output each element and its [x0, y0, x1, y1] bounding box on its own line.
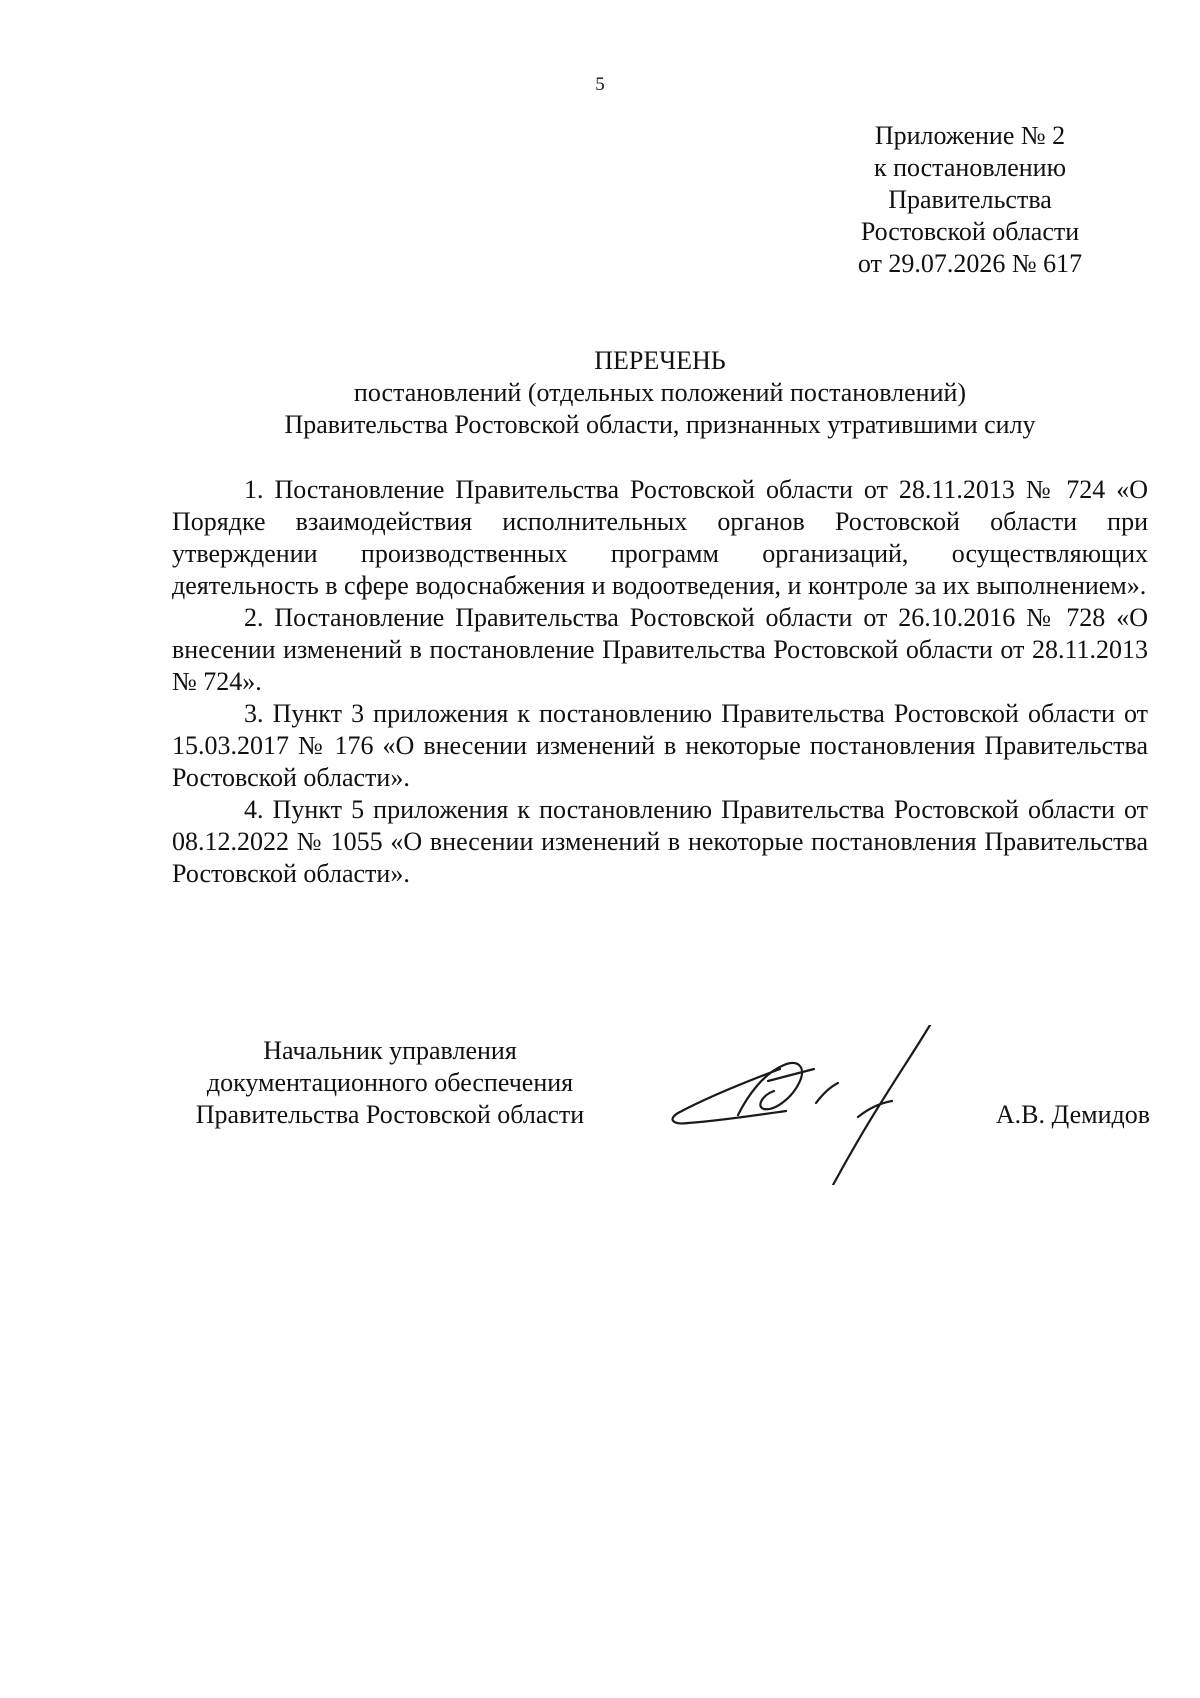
signer-name: А.В. Демидов [995, 1100, 1150, 1129]
appendix-line: Правительства [888, 185, 1052, 214]
appendix-line: от 29.07.2026 № 617 [857, 249, 1083, 278]
list-item: 4. Пункт 5 приложения к постановлению Правительства Ростовской области от 08.12.2022 № 1055 «О внесении изменений в некоторые постановления Правительства Ростовской области». [172, 795, 1148, 888]
list-item: 3. Пункт 3 приложения к постановлению Правительства Ростовской области от 15.03.2017 № 176 «О внесении изменений в некоторые постановления Правительства Ростовской области». [172, 699, 1148, 792]
title-subtitle: Правительства Ростовской области, признанных утратившими силу [284, 410, 1036, 439]
signer-position [170, 1035, 610, 1131]
page-number: 5 [595, 74, 605, 95]
appendix-header [840, 120, 1100, 280]
list-item: 1. Постановление Правительства Ростовской области от 28.11.2013 № 724 «О Порядке взаимодействия исполнительных органов Ростовской области при утверждении производственных программ организаций, осуществляющих деятельность в сфере водоснабжения и водоотведения, и контроле за их выполнением». [172, 475, 1148, 600]
title-subtitle: постановлений (отдельных положений постановлений) [353, 378, 967, 407]
signer-position-line: Начальник управления [263, 1036, 517, 1065]
document-body [172, 474, 1148, 890]
signer-position-line: документационного обеспечения [206, 1068, 574, 1097]
appendix-line: к постановлению [873, 153, 1067, 182]
handwritten-signature [668, 1025, 958, 1185]
list-item: 2. Постановление Правительства Ростовской области от 26.10.2016 № 728 «О внесении изменений в постановление Правительства Ростовской области от 28.11.2013 № 724». [172, 603, 1148, 696]
appendix-line: Приложение № 2 [874, 121, 1066, 150]
document-title [160, 345, 1160, 441]
title-heading: ПЕРЕЧЕНЬ [594, 346, 726, 375]
signer-position-line: Правительства Ростовской области [195, 1100, 585, 1129]
appendix-line: Ростовской области [860, 217, 1080, 246]
